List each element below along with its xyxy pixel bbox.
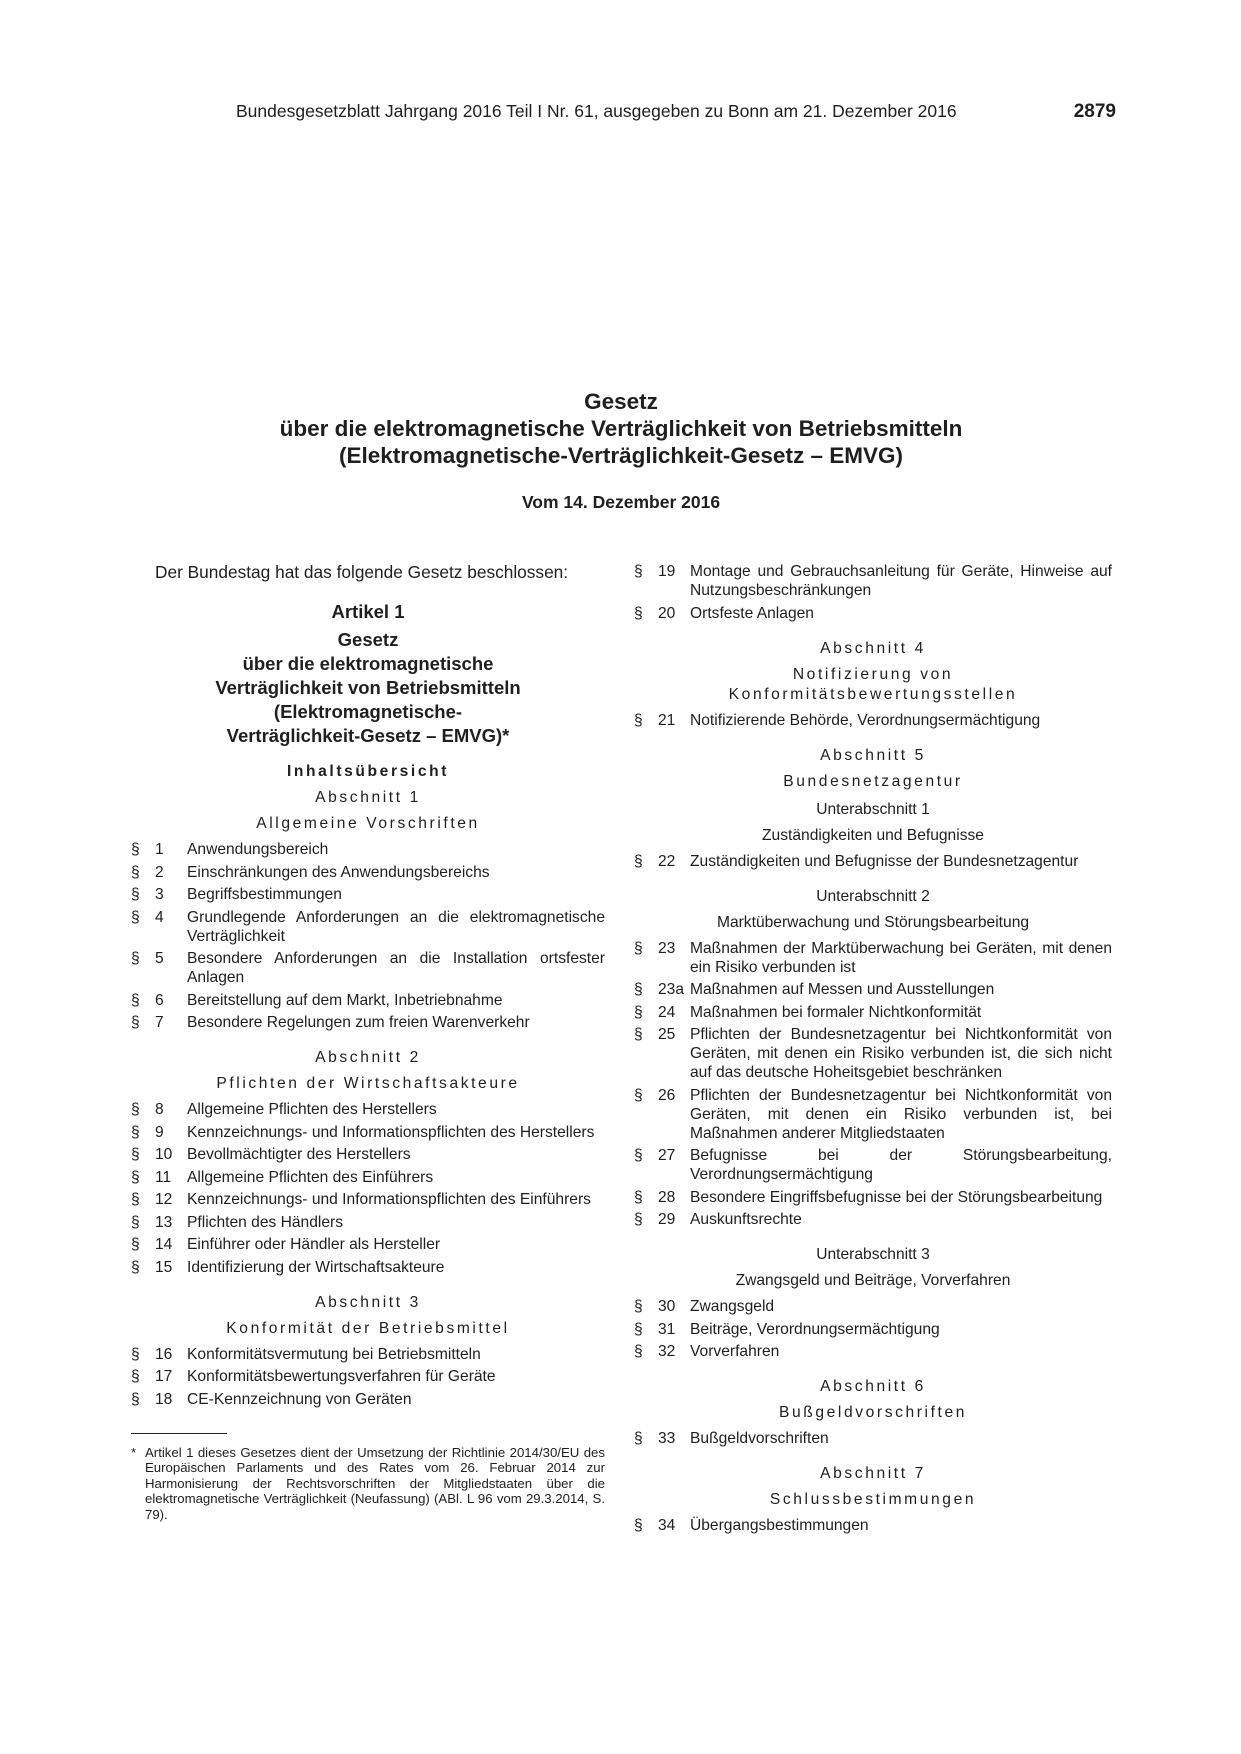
abschnitt-title: Konformität der Betriebsmittel [226, 1319, 510, 1337]
abschnitt-title: Schlussbestimmungen [769, 1491, 977, 1508]
section-symbol: § [131, 1345, 140, 1363]
section-number [131, 1123, 187, 1142]
section-symbol: § [634, 1026, 643, 1043]
section-symbol: § [634, 1188, 643, 1206]
section-title: Konformitätsbewertungsverfahren für Geräte [187, 1368, 496, 1385]
section-title: Allgemeine Pflichten des Herstellers [187, 1101, 437, 1118]
toc-entry-list [634, 852, 1112, 871]
section-title: Ortsfeste Anlagen [690, 604, 814, 622]
section-symbol: § [131, 1191, 140, 1208]
section-title: Kennzeichnungs- und Informationspflichten des Herstellers [187, 1123, 595, 1141]
unterabschnitt-label: Unterabschnitt 1 [816, 800, 930, 818]
toc-entry-list [131, 1345, 605, 1409]
section-number [131, 1258, 187, 1277]
section-symbol: § [131, 1101, 140, 1118]
section-num: 5 [155, 950, 164, 967]
section-symbol: § [131, 1014, 140, 1031]
section-num: 2 [155, 863, 164, 881]
toc-entry [634, 1188, 1112, 1207]
section-symbol: § [634, 939, 643, 957]
section-symbol: § [131, 863, 140, 881]
section-symbol: § [131, 1146, 140, 1163]
section-number [131, 1390, 187, 1409]
toc-entry [131, 1123, 605, 1142]
toc-entry [634, 1025, 1112, 1082]
section-symbol: § [634, 563, 643, 580]
article-label: Artikel 1 [331, 601, 405, 622]
section-num: 15 [155, 1258, 173, 1276]
left-column [131, 562, 605, 1522]
section-number [634, 604, 690, 623]
toc-entry-list [634, 562, 1112, 623]
section-symbol: § [131, 1368, 140, 1385]
abschnitt-label: Abschnitt 2 [315, 1049, 421, 1066]
section-number [634, 1429, 690, 1448]
footnote-text: Artikel 1 dieses Gesetzes dient der Umsetzung der Richtlinie 2014/30/EU des Europäischen Parlaments und des Rates vom 26. Februar 2014 zur Harmonisierung der Rechtsvorschriften der Mitgliedstaaten über die elektromagnetische Verträglichkeit (Neufassung) (ABl. L 96 vom 29.3.2014, S. 79). [145, 1444, 605, 1522]
section-num: 34 [658, 1517, 676, 1534]
section-number [131, 1345, 187, 1364]
section-title: Zuständigkeiten und Befugnisse der Bundesnetzagentur [690, 852, 1079, 870]
section-title: Notifizierende Behörde, Verordnungsermächtigung [690, 711, 1041, 729]
section-title: Pflichten des Händlers [187, 1213, 344, 1231]
section-title: Beiträge, Verordnungsermächtigung [690, 1320, 940, 1338]
section-num: 20 [658, 604, 676, 622]
section-symbol: § [634, 1147, 643, 1164]
section-title: Identifizierung der Wirtschaftsakteure [187, 1258, 445, 1276]
publication-line: Bundesgesetzblatt Jahrgang 2016 Teil I Nr. 61, ausgegeben zu Bonn am 21. Dezember 2016 [236, 101, 957, 121]
section-number [634, 1342, 690, 1361]
section-num: 32 [658, 1343, 676, 1360]
toc-entry [131, 885, 605, 904]
section-number [131, 1235, 187, 1254]
section-num: 10 [155, 1146, 173, 1163]
section-symbol: § [131, 908, 140, 926]
right-column [634, 562, 1112, 1539]
toc-entry-list [634, 1429, 1112, 1448]
section-title: Maßnahmen auf Messen und Ausstellungen [690, 981, 995, 998]
section-num: 11 [155, 1168, 172, 1186]
toc-entry [131, 908, 605, 946]
toc-entry-list [634, 939, 1112, 1230]
toc-entry [131, 1367, 605, 1386]
toc-entry [131, 863, 605, 882]
law-title-line: (Elektromagnetische-Verträglichkeit-Gesetz – EMVG) [339, 443, 903, 468]
abschnitt-title: Bußgeldvorschriften [778, 1404, 968, 1421]
toc-entry [634, 1320, 1112, 1339]
section-title: Bereitstellung auf dem Markt, Inbetriebnahme [187, 991, 503, 1009]
section-number [634, 1146, 690, 1165]
section-symbol: § [131, 1390, 140, 1408]
toc-entry [634, 1516, 1112, 1535]
section-num: 7 [155, 1014, 164, 1031]
section-title: Bußgeldvorschriften [690, 1430, 829, 1447]
toc-entry [131, 840, 605, 859]
page-header [236, 101, 1116, 127]
section-symbol: § [131, 1258, 140, 1276]
section-number [131, 949, 187, 968]
section-number [131, 1013, 187, 1032]
section-symbol: § [634, 1086, 643, 1104]
section-title: CE-Kennzeichnung von Geräten [187, 1390, 412, 1408]
section-symbol: § [131, 1213, 140, 1231]
section-title: Besondere Eingriffsbefugnisse bei der Störungsbearbeitung [690, 1188, 1103, 1206]
law-title-block [131, 388, 1111, 513]
section-num: 6 [155, 991, 164, 1009]
toc-entry-list [634, 711, 1112, 730]
section-number [634, 1188, 690, 1207]
intro-paragraph: Der Bundestag hat das folgende Gesetz beschlossen: [155, 562, 569, 582]
section-number [131, 1213, 187, 1232]
section-title: Pflichten der Bundesnetzagentur bei Nichtkonformität von Geräten, mit denen ein Risiko verbunden ist, bei Maßnahmen anderer Mitgliedstaaten [690, 1086, 1112, 1142]
section-num: 17 [155, 1368, 173, 1385]
section-num: 13 [155, 1213, 173, 1231]
section-title: Bevollmächtigter des Herstellers [187, 1146, 411, 1163]
section-title: Besondere Anforderungen an die Installation ortsfester Anlagen [187, 950, 605, 986]
article-title-line: Verträglichkeit von Betriebsmitteln [215, 677, 521, 698]
section-title: Übergangsbestimmungen [690, 1517, 869, 1534]
section-num: 9 [155, 1123, 164, 1141]
section-title: Einführer oder Händler als Hersteller [187, 1236, 441, 1253]
section-num: 28 [658, 1188, 676, 1206]
section-title: Zwangsgeld [690, 1298, 775, 1315]
section-num: 1 [155, 841, 164, 858]
section-number [634, 852, 690, 871]
section-number [634, 1025, 690, 1044]
section-number [634, 1003, 690, 1022]
abschnitt-title: Pflichten der Wirtschaftsakteure [216, 1075, 520, 1092]
abschnitt-label: Abschnitt 5 [820, 746, 926, 764]
section-number [634, 1086, 690, 1105]
toc-entry-list [131, 840, 605, 1032]
section-number [634, 562, 690, 581]
toc-entry [131, 1168, 605, 1187]
unterabschnitt-title: Zwangsgeld und Beiträge, Vorverfahren [735, 1272, 1011, 1289]
section-symbol: § [634, 1003, 643, 1021]
section-title: Maßnahmen bei formaler Nichtkonformität [690, 1003, 982, 1021]
toc-entry [131, 1013, 605, 1032]
footnote-mark: * [131, 1444, 137, 1460]
toc-entry [634, 604, 1112, 623]
section-num: 8 [155, 1101, 164, 1118]
section-number [634, 939, 690, 958]
section-symbol: § [634, 1211, 643, 1228]
section-symbol: § [131, 1236, 140, 1253]
toc-entry [131, 991, 605, 1010]
section-symbol: § [634, 1298, 643, 1315]
section-symbol: § [131, 886, 140, 903]
toc-entry [131, 1190, 605, 1209]
toc-entry [634, 939, 1112, 977]
toc-entry [634, 852, 1112, 871]
toc-heading: Inhaltsübersicht [286, 763, 450, 780]
section-num: 23 [658, 939, 676, 957]
section-num: 18 [155, 1390, 173, 1408]
toc-entry-list [131, 1100, 605, 1277]
section-symbol: § [131, 991, 140, 1009]
section-num: 14 [155, 1236, 173, 1253]
abschnitt-label: Abschnitt 1 [315, 789, 421, 806]
toc-entry-list [634, 1297, 1112, 1361]
toc-entry [634, 1297, 1112, 1316]
toc-entry [634, 1146, 1112, 1184]
section-number [131, 1145, 187, 1164]
toc-entry [131, 949, 605, 987]
article-title [131, 628, 605, 748]
section-number [634, 980, 690, 999]
section-title: Anwendungsbereich [187, 841, 329, 858]
toc-entry [131, 1258, 605, 1277]
section-title: Vorverfahren [690, 1343, 780, 1360]
section-symbol: § [634, 852, 643, 870]
section-title: Allgemeine Pflichten des Einführers [187, 1168, 434, 1186]
article-title-line: Gesetz [337, 629, 399, 650]
section-number [131, 908, 187, 927]
section-number [131, 991, 187, 1010]
toc-entry [634, 711, 1112, 730]
toc-entry [634, 980, 1112, 999]
section-num: 27 [658, 1147, 676, 1164]
section-num: 25 [658, 1026, 676, 1043]
section-num: 12 [155, 1191, 173, 1208]
section-number [131, 1100, 187, 1119]
section-num: 4 [155, 908, 164, 926]
section-symbol: § [131, 1123, 140, 1141]
section-title: Montage und Gebrauchsanleitung für Geräte, Hinweise auf Nutzungsbeschränkungen [690, 563, 1112, 599]
left-toc-sections [131, 786, 605, 1409]
abschnitt-title [634, 665, 1112, 705]
page-number: 2879 [1073, 101, 1116, 122]
section-number [634, 1320, 690, 1339]
section-title: Kennzeichnungs- und Informationspflichten des Einführers [187, 1191, 591, 1208]
toc-entry [131, 1145, 605, 1164]
section-number [131, 1367, 187, 1386]
abschnitt-label: Abschnitt 4 [820, 639, 926, 657]
unterabschnitt-label: Unterabschnitt 2 [816, 887, 930, 905]
section-symbol: § [634, 604, 643, 622]
section-symbol: § [634, 711, 643, 729]
section-symbol: § [131, 841, 140, 858]
section-num: 31 [658, 1320, 676, 1338]
section-num: 29 [658, 1211, 676, 1228]
toc-entry [131, 1100, 605, 1119]
section-title: Pflichten der Bundesnetzagentur bei Nichtkonformität von Geräten, mit denen ein Risiko verbunden ist, die sich nicht auf das deutsche Hoheitsgebiet beschränken [690, 1026, 1112, 1081]
section-symbol: § [634, 1430, 643, 1447]
section-num: 23a [658, 981, 685, 998]
section-title: Befugnisse bei der Störungsbearbeitung, Verordnungsermächtigung [690, 1147, 1112, 1183]
section-num: 24 [658, 1003, 676, 1021]
footnote-rule [131, 1433, 227, 1434]
section-title: Grundlegende Anforderungen an die elektromagnetische Verträglichkeit [187, 908, 605, 945]
toc-entry [131, 1390, 605, 1409]
section-number [131, 885, 187, 904]
abschnitt-title: Bundesnetzagentur [783, 772, 963, 790]
toc-entry [131, 1235, 605, 1254]
section-title: Einschränkungen des Anwendungsbereichs [187, 863, 490, 881]
law-date: Vom 14. Dezember 2016 [521, 492, 721, 512]
section-number [634, 1516, 690, 1535]
section-num: 26 [658, 1086, 676, 1104]
unterabschnitt-title: Zuständigkeiten und Befugnisse [762, 826, 984, 844]
section-title: Begriffsbestimmungen [187, 886, 342, 903]
section-num: 19 [658, 563, 676, 580]
section-num: 30 [658, 1298, 676, 1315]
section-title: Auskunftsrechte [690, 1211, 802, 1228]
section-symbol: § [634, 1320, 643, 1338]
toc-entry [634, 1342, 1112, 1361]
section-number [131, 863, 187, 882]
section-symbol: § [634, 981, 643, 998]
toc-entry [634, 1429, 1112, 1448]
article-title-line: Verträglichkeit-Gesetz – EMVG)* [226, 725, 510, 746]
toc-entry [131, 1345, 605, 1364]
law-title-line: über die elektromagnetische Verträglichkeit von Betriebsmitteln [279, 416, 963, 441]
section-symbol: § [131, 950, 140, 967]
toc-entry [131, 1213, 605, 1232]
section-num: 33 [658, 1430, 676, 1447]
section-number [131, 1190, 187, 1209]
toc-entry [634, 1086, 1112, 1143]
section-number [131, 1168, 187, 1187]
abschnitt-label: Abschnitt 7 [820, 1465, 926, 1482]
section-number [634, 711, 690, 730]
article-title-line: über die elektromagnetische [242, 653, 494, 674]
section-title: Besondere Regelungen zum freien Warenverkehr [187, 1014, 530, 1031]
toc-entry-list [634, 1516, 1112, 1535]
section-number [634, 1297, 690, 1316]
article-title-line: (Elektromagnetische- [273, 701, 463, 722]
footnote [131, 1445, 605, 1523]
toc-entry [634, 1003, 1112, 1022]
section-symbol: § [131, 1168, 140, 1186]
abschnitt-title: Allgemeine Vorschriften [256, 815, 480, 832]
section-symbol: § [634, 1517, 643, 1534]
section-title: Maßnahmen der Marktüberwachung bei Geräten, mit denen ein Risiko verbunden ist [690, 939, 1112, 976]
unterabschnitt-label: Unterabschnitt 3 [816, 1246, 930, 1263]
toc-entry [634, 562, 1112, 600]
abschnitt-title-line: Konformitätsbewertungsstellen [728, 685, 1018, 703]
section-title: Konformitätsvermutung bei Betriebsmitteln [187, 1345, 481, 1363]
law-title-line: Gesetz [584, 389, 658, 414]
abschnitt-label: Abschnitt 3 [315, 1293, 421, 1311]
section-symbol: § [634, 1343, 643, 1360]
toc-entry [634, 1210, 1112, 1229]
unterabschnitt-title: Marktüberwachung und Störungsbearbeitung [716, 913, 1030, 931]
section-number [634, 1210, 690, 1229]
section-num: 16 [155, 1345, 173, 1363]
section-number [131, 840, 187, 859]
section-num: 3 [155, 886, 164, 903]
section-num: 21 [658, 711, 676, 729]
abschnitt-title-line: Notifizierung von [792, 665, 954, 683]
abschnitt-label: Abschnitt 6 [820, 1378, 926, 1395]
section-num: 22 [658, 852, 676, 870]
